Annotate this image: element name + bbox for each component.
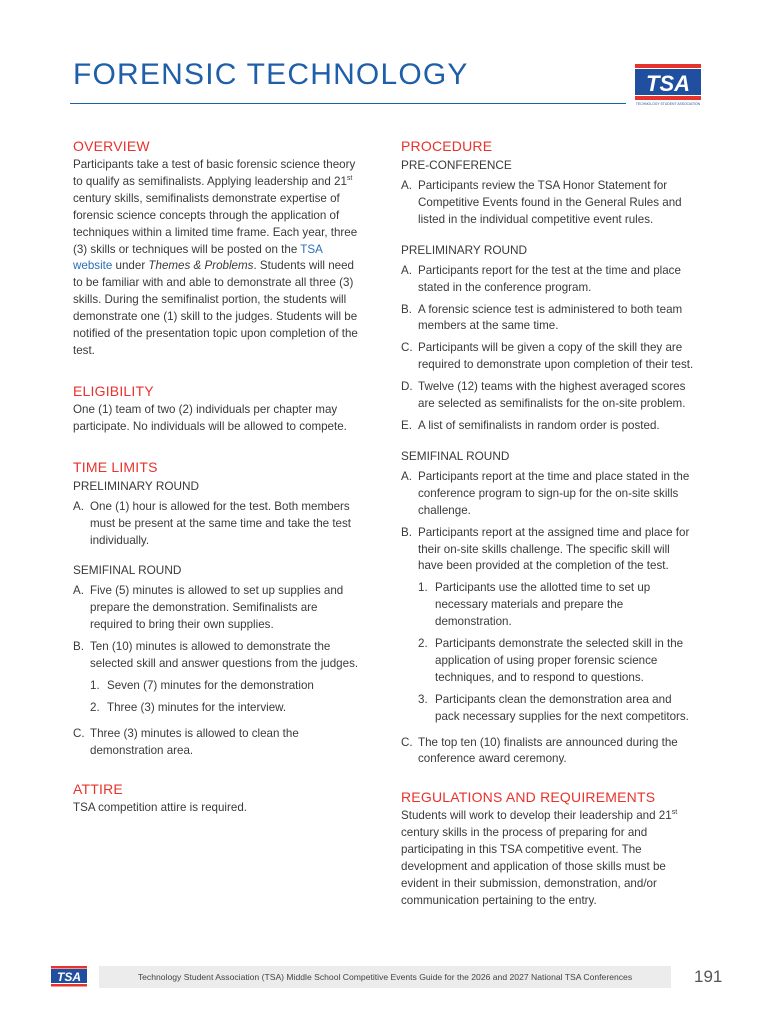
- list-item: B. Participants report at the assigned time and place for their on-site skills challenge. The specific skill will have been provided at the completion of the test.: [401, 525, 690, 573]
- list-item: E. A list of semifinalists in random order is posted.: [401, 418, 660, 432]
- list-item: A. Participants report at the time and place stated in the conference program to sign-up for the on-site skills challenge.: [401, 469, 690, 517]
- list-item: B. Ten (10) minutes is allowed to demonstrate the selected skill and answer questions from the judges.: [73, 640, 359, 671]
- list-item: A. Participants report for the test at the time and place stated in the conference program.: [401, 263, 681, 294]
- attire-text: TSA competition attire is required.: [73, 800, 247, 814]
- right-column: [401, 137, 697, 910]
- attire-heading: ATTIRE: [73, 780, 123, 797]
- regulations-text: Students will work to develop their leadership and 21st century skills in the process of preparing for and participating in this TSA competitive event. The development and application of those skills must be evident in their submission, demonstration, and/or communication pertaining to the entry.: [401, 809, 678, 907]
- time-limits-heading: TIME LIMITS: [73, 458, 158, 475]
- page-number: 191: [694, 967, 723, 986]
- eligibility-heading: ELIGIBILITY: [73, 382, 154, 399]
- regulations-heading: REGULATIONS AND REQUIREMENTS: [401, 789, 656, 806]
- footer-tsa-logo: [51, 966, 87, 990]
- overview-heading: OVERVIEW: [73, 138, 150, 154]
- footer-logo-wordmark: TSA: [57, 970, 81, 984]
- footer-bar: [99, 966, 671, 988]
- sub-list-item: 2. Participants demonstrate the selected skill in the application of using proper forensic science techniques, and to respond to questions.: [418, 637, 684, 684]
- sub-list-item: 3. Participants clean the demonstration area and pack necessary supplies for the next competitors.: [418, 692, 689, 723]
- tsa-website-link[interactable]: TSA website: [73, 242, 323, 273]
- logo-tagline: TECHNOLOGY STUDENT ASSOCIATION: [635, 102, 701, 106]
- sub-list-item: 2. Three (3) minutes for the interview.: [90, 700, 287, 714]
- list-item: A. Five (5) minutes is allowed to set up supplies and prepare the demonstration. Semifinalists are required to bring their own supplies.: [73, 584, 344, 632]
- list-item: D. Twelve (12) teams with the highest averaged scores are selected as semifinalists for the on-site problem.: [401, 380, 686, 411]
- procedure-prelim-heading: PRELIMINARY ROUND: [401, 242, 528, 257]
- overview-text: Participants take a test of basic forensic science theory to qualify as semifinalists. Applying leadership and 21st century skills, semifinalists demonstrate expertise of forensic science concepts through the application of techniques within a limited time frame. Each year, three (3) skills or techniques will be posted on the TSA website under Themes & Problems. Students will need to be familiar with and able to demonstrate all three (3) skills. During the semifinalist portion, the students will demonstrate one (1) skill to the judges. Students will be notified of the presentation topic upon completion of the test.: [73, 158, 358, 357]
- list-item: A. Participants review the TSA Honor Statement for Competitive Events found in the General Rules and listed in the individual competitive event rules.: [401, 179, 682, 226]
- list-item: C. The top ten (10) finalists are announced during the conference award ceremony.: [401, 735, 678, 766]
- list-item: B. A forensic science test is administered to both team members at the same time.: [401, 302, 683, 333]
- logo-wordmark: TSA: [646, 71, 690, 96]
- list-item: C. Three (3) minutes is allowed to clean the demonstration area.: [73, 726, 299, 757]
- time-limits-prelim-heading: PRELIMINARY ROUND: [73, 478, 200, 493]
- sub-list-item: 1. Participants use the allotted time to set up necessary materials and prepare the demonstration.: [418, 581, 651, 629]
- procedure-semi-heading: SEMIFINAL ROUND: [401, 448, 510, 463]
- footer-text: Technology Student Association (TSA) Middle School Competitive Events Guide for the 2026 and 2027 National TSA Conferences: [137, 972, 633, 982]
- list-item: A. One (1) hour is allowed for the test. Both members must be present at the same time and take the test individually.: [73, 499, 352, 547]
- left-column: [73, 137, 363, 816]
- procedure-heading: PROCEDURE: [401, 138, 493, 154]
- list-item: C. Participants will be given a copy of the skill they are required to demonstrate upon completion of their test.: [401, 341, 694, 372]
- page-title: FORENSIC TECHNOLOGY: [73, 58, 469, 91]
- title-divider: [70, 103, 626, 104]
- time-limits-semi-heading: SEMIFINAL ROUND: [73, 563, 182, 578]
- pre-conference-heading: PRE-CONFERENCE: [401, 158, 512, 172]
- eligibility-text: One (1) team of two (2) individuals per chapter may participate. No individuals will be allowed to compete.: [73, 402, 347, 433]
- tsa-logo: [635, 64, 701, 106]
- sub-list-item: 1. Seven (7) minutes for the demonstration: [90, 678, 314, 692]
